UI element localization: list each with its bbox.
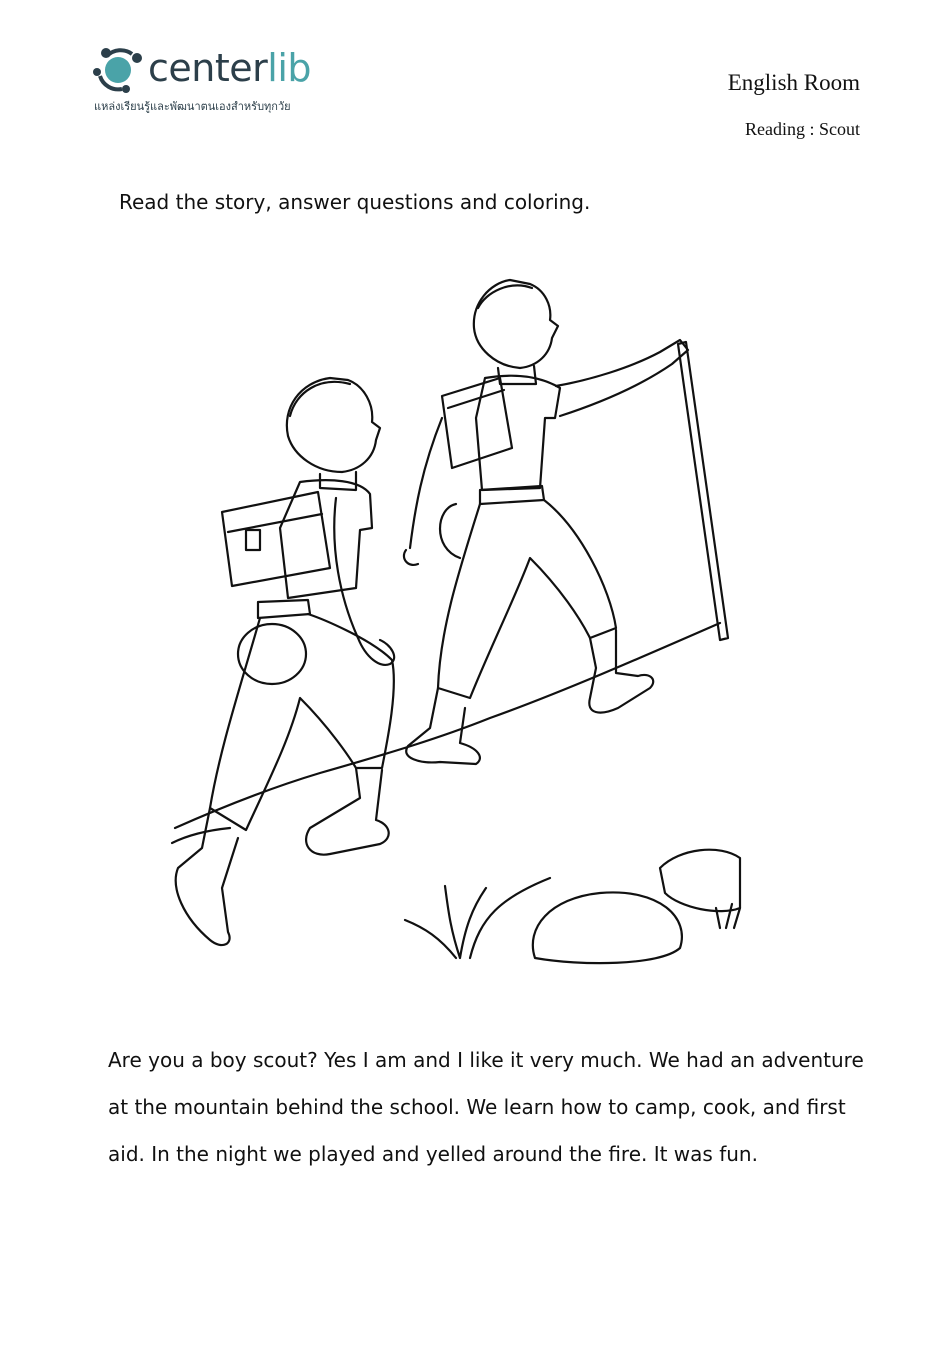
- rock-small: [660, 850, 740, 911]
- hill-line-left: [172, 828, 230, 843]
- scout-front: [176, 378, 394, 945]
- rock-large: [533, 892, 682, 963]
- grass-right: [716, 904, 740, 928]
- page-subtitle: Reading : Scout: [745, 119, 860, 139]
- story-paragraph: Are you a boy scout? Yes I am and I like it very much. We had an adventure at the mountain behind the school. We learn how to camp, cook, and first aid. In the night we played and yelled around the fire. It was fun.: [108, 1048, 864, 1166]
- boy-scouts-hiking-illustration: [160, 268, 750, 988]
- hill-line: [175, 623, 720, 828]
- page-title: English Room: [727, 70, 860, 95]
- logo-word-accent: lib: [267, 46, 312, 90]
- logo-wordmark: [148, 46, 311, 90]
- molecule-logo-icon: [92, 42, 148, 98]
- walking-stick: [678, 342, 728, 640]
- logo-tagline: แหล่งเรียนรู้และพัฒนาตนเองสำหรับทุกวัย: [94, 100, 291, 113]
- instruction-text: Read the story, answer questions and coloring.: [119, 190, 591, 214]
- logo-word-main: center: [148, 46, 268, 90]
- centerlib-logo: [92, 40, 352, 120]
- scout-rear: [404, 280, 688, 764]
- grass-tuft: [405, 878, 550, 958]
